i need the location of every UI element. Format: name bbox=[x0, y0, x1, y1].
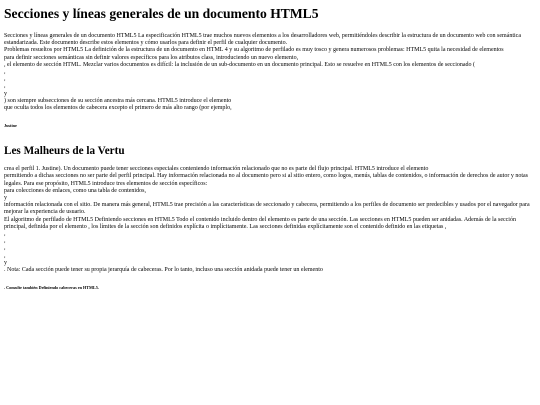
separator-mark: , bbox=[4, 230, 6, 237]
paragraph-hgroup: que oculta todos los elementos de cabecera excepto el primero de más alto rango (por ejemplo, bbox=[4, 104, 232, 111]
separator-mark: , bbox=[4, 252, 6, 259]
paragraph-semantic-sections: para definir secciones semánticas sin definir valores específicos para los atributos class, introduciendo un nuevo elemento, bbox=[4, 54, 299, 61]
separator-mark: , bbox=[4, 76, 6, 83]
separator-mark: y bbox=[4, 194, 7, 201]
separator-mark: y bbox=[4, 90, 7, 97]
separator-mark: , bbox=[4, 238, 6, 245]
paragraph-outline-algorithm: El algoritmo de perfilado de HTML5 Definiendo secciones en HTML5 Todo el contenido incluido dentro del elemento es parte de una sección. Las secciones en HTML5 pueden ser anidadas. Además de la sección principal, definida por el elemento , los límites de la sección son definidos explícita o implícitamente. Las secciones definidas explícitamente son el contenido definido en las etiquetas , bbox=[4, 216, 516, 230]
paragraph-nav: para colecciones de enlaces, como una tabla de contenidos, bbox=[4, 187, 146, 194]
paragraph-intro: Secciones y líneas generales de un documento HTML5 La especificación HTML5 trae muchos nuevos elementos a los desarrolladores web, permitiéndoles describir la estructura de un documento web con semántica estandarizada. Este documento describe estos elementos y cómo usarlos para definir el perfil de cualquier documento. bbox=[4, 33, 521, 47]
section-heading: Les Malheurs de la Vertu bbox=[4, 145, 125, 158]
section-intro bbox=[4, 33, 536, 129]
small-heading-justine: Justine bbox=[4, 123, 17, 129]
small-heading-see-also: . Consulte también Definiendo cabeceras en HTML5. bbox=[4, 285, 99, 291]
separator-mark: , bbox=[4, 245, 6, 252]
separator-mark: , bbox=[4, 69, 6, 76]
separator-mark: y bbox=[4, 259, 7, 266]
paragraph-site-info: permitiendo a dichas secciones no ser parte del perfil principal. Hay información relacionada no al documento pero si al sitio entero, como logos, menús, tablas de contenidos, o información de derechos de autor y notas legales. Para ese propósito, HTML5 introduce tres elementos de sección específicos: bbox=[4, 173, 529, 187]
separator-mark: , bbox=[4, 83, 6, 90]
paragraph-problems: Problemas resueltos por HTML5 La definición de la estructura de un documento en HTML 4 y su algoritmo de perfilado es muy tosco y genera numerosos problemas: HTML5 quita la necesidad de elementos bbox=[4, 47, 504, 54]
paragraph-subsections: ) son siempre subsecciones de su sección ancestra más cercana. HTML5 introduce el elemento bbox=[4, 97, 232, 104]
paragraph-note: . Nota: Cada sección puede tener su propia jerarquía de cabeceras. Por lo tanto, incluso una sección anidada puede tener un elemento bbox=[4, 266, 323, 273]
paragraph-sectioning-elements: , el elemento de sección HTML. Mezclar varios documentos es difícil: la inclusión de un sub-documento en un documento principal. Esto se resuelve en HTML5 con los elementos de seccionado ( bbox=[4, 61, 476, 68]
section-malheurs bbox=[4, 144, 536, 291]
paragraph-footer-info: información relacionada con el sitio. De manera más general, HTML5 trae precisión a las características de seccionado y cabecera, permitiendo a los perfiles de documento ser predecibles y usados por el navegador para mejorar la experiencia de usuario. bbox=[4, 202, 530, 216]
document-title: Secciones y líneas generales de un documento HTML5 bbox=[4, 6, 319, 21]
paragraph-outline-aside: crea el perfil 1. Justine). Un documento puede tener secciones especiales conteniendo información relacionado que no es parte del flujo principal. HTML5 introduce el elemento bbox=[4, 166, 429, 173]
